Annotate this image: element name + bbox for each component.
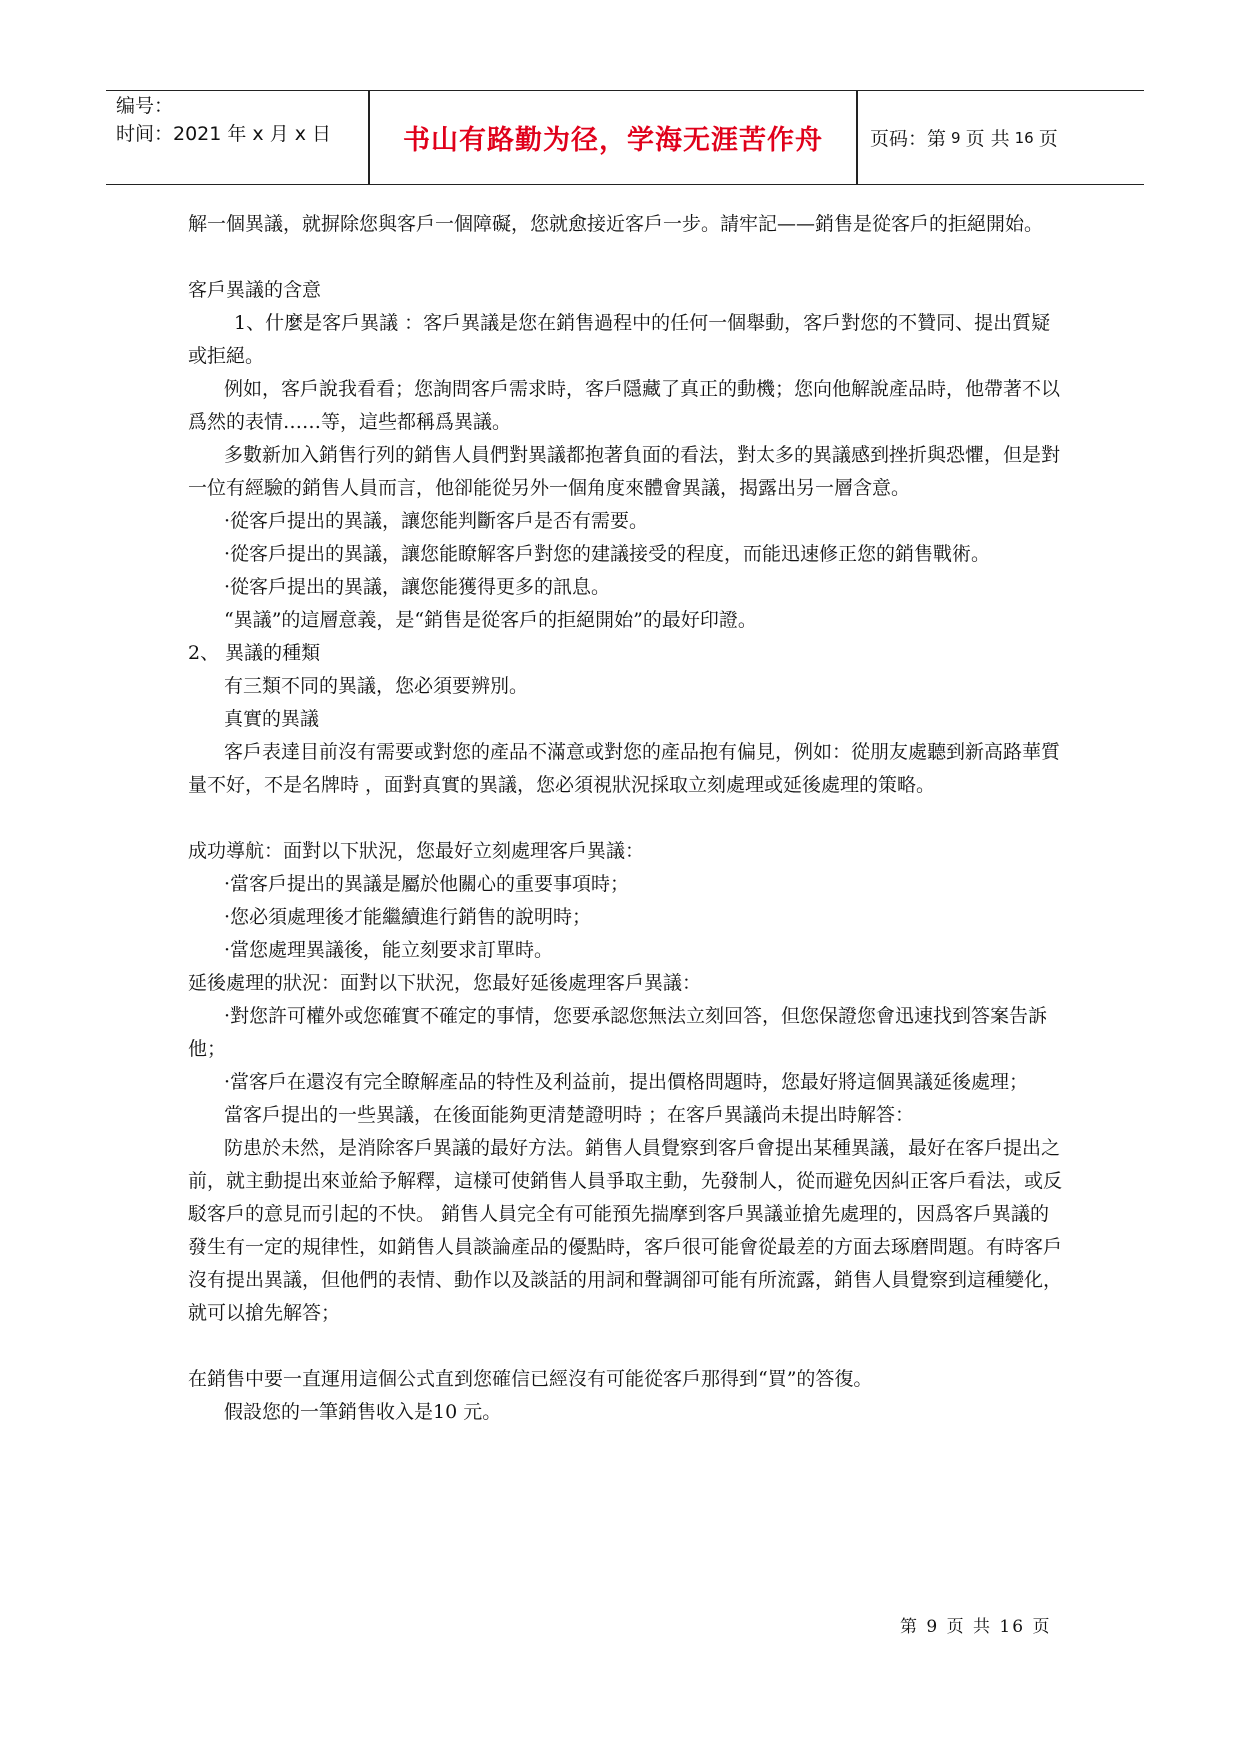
subheading: 真實的異議: [224, 708, 320, 730]
document-number-label: 编号：: [116, 95, 174, 117]
page-footer: 第 9 页 共 16 页: [900, 1617, 1052, 1637]
blank-line: [188, 802, 1068, 835]
header-page-info: [870, 91, 1140, 184]
page-total: 16: [1014, 128, 1034, 147]
header-meta: [116, 91, 374, 184]
paragraph: 在銷售中要一直運用這個公式直到您確信已經沒有可能從客戶那得到“買”的答復。: [188, 1368, 873, 1390]
paragraph: 例如，客戶說我看看；您詢問客戶需求時，客戶隱藏了真正的動機；您向他解說產品時，他帶著不以爲然的表情……等，這些都稱爲異議。: [188, 378, 1061, 433]
section-heading: 客戶異議的含意: [188, 279, 322, 301]
paragraph: 1、什麼是客戶異議 ：客戶異議是您在銷售過程中的任何一個舉動，客戶對您的不贊同、提出質疑或拒絕。: [188, 312, 1051, 367]
page-header: [106, 90, 1144, 185]
bullet-item: ·您必須處理後才能繼續進行銷售的說明時；: [224, 906, 592, 928]
paragraph: 延後處理的狀況：面對以下狀況，您最好延後處理客戶異議：: [188, 972, 702, 994]
bullet-item: ·當客戶在還沒有完全瞭解產品的特性及利益前，提出價格問題時，您最好將這個異議延後處理；: [224, 1071, 1029, 1093]
bullet-item: ·從客戶提出的異議，讓您能瞭解客戶對您的建議接受的程度，而能迅速修正您的銷售戰術。: [224, 543, 991, 565]
document-body: [188, 208, 1068, 1429]
paragraph: 防患於未然，是消除客戶異議的最好方法。銷售人員覺察到客戶會提出某種異議，最好在客戶提出之前，就主動提出來並給予解釋，這樣可使銷售人員爭取主動，先發制人，從而避免因糾正客戶看法，或反駁客戶的意見而引起的不快。 銷售人員完全有可能預先揣摩到客戶異議並搶先處理的，因爲客戶異議的發生有一定的規律性，如銷售人員談論產品的優點時，客戶很可能會從最差的方面去琢磨問題。有時客戶沒有提出異議，但他們的表情、動作以及談話的用詞和聲調卻可能有所流露，銷售人員覺察到這種變化，就可以搶先解答；: [188, 1137, 1063, 1324]
paragraph: 多數新加入銷售行列的銷售人員們對異議都抱著負面的看法，對太多的異議感到挫折與恐懼，但是對一位有經驗的銷售人員而言，他卻能從另外一個角度來體會異議，揭露出另一層含意。: [188, 444, 1061, 499]
paragraph: 客戶表達目前沒有需要或對您的產品不滿意或對您的產品抱有偏見，例如：從朋友處聽到新高路華質量不好，不是名牌時 ，面對真實的異議，您必須視狀況採取立刻處理或延後處理的策略。: [188, 741, 1061, 796]
blank-line: [188, 241, 1068, 274]
bullet-item: ·從客戶提出的異議，讓您能判斷客戶是否有需要。: [224, 510, 649, 532]
paragraph: 假設您的一筆銷售收入是10 元。: [224, 1401, 502, 1423]
blank-line: [188, 1330, 1068, 1363]
paragraph: 成功導航：面對以下狀況，您最好立刻處理客戶異議：: [188, 840, 645, 862]
section-heading: 2、 異議的種類: [188, 642, 321, 664]
page-number: 9: [951, 128, 961, 147]
paragraph: 有三類不同的異議，您必須要辨別。: [224, 675, 529, 697]
bullet-item: ·對您許可權外或您確實不確定的事情，您要承認您無法立刻回答，但您保證您會迅速找到答案告訴他；: [188, 1005, 1048, 1060]
bullet-item: ·當客戶提出的異議是屬於他關心的重要事項時；: [224, 873, 630, 895]
paragraph: “異議”的這層意義，是“銷售是從客戶的拒絕開始”的最好印證。: [224, 609, 757, 631]
page-prefix: 页码：第: [870, 128, 947, 150]
page-suffix: 页: [1038, 128, 1058, 150]
header-motto: 书山有路勤为径，学海无涯苦作舟: [403, 125, 823, 156]
paragraph: 當客戶提出的一些異議，在後面能夠更清楚證明時 ；在客戶異議尚未提出時解答：: [224, 1104, 915, 1126]
document-time: 时间：2021 年 x 月 x 日: [116, 123, 332, 145]
page-mid: 页 共: [965, 128, 1010, 150]
bullet-item: ·當您處理異議後，能立刻要求訂單時。: [224, 939, 554, 961]
header-divider: [856, 91, 858, 184]
bullet-item: ·從客戶提出的異議，讓您能獲得更多的訊息。: [224, 576, 611, 598]
paragraph: 解一個異議，就摒除您與客戶一個障礙，您就愈接近客戶一步。請牢記——銷售是從客戶的拒絕開始。: [188, 213, 1044, 235]
